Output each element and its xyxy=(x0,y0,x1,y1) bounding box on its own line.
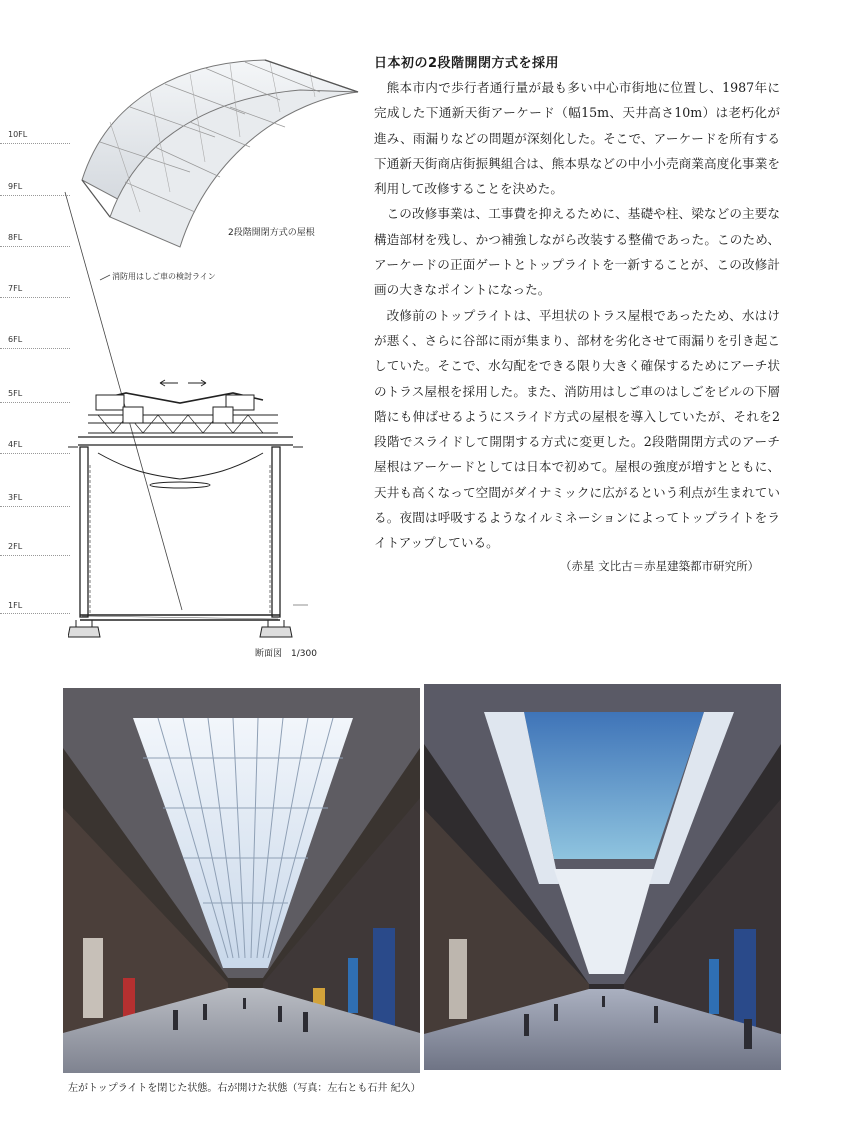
floor-label: 8FL xyxy=(8,233,23,242)
ladder-caption: 消防用はしご車の検討ライン xyxy=(112,272,216,281)
section-caption: 断面図 1/300 xyxy=(255,649,317,659)
photo-toplight-open xyxy=(424,684,781,1070)
floor-label: 4FL xyxy=(8,440,23,449)
paragraph: 熊本市内で歩行者通行量が最も多い中心市街地に位置し、1987年に完成した下通新天街アーケード（幅15m、天井高さ10m）は老朽化が進み、雨漏りなどの問題が深刻化した。そこで、アーケードを所有する下通新天街商店街振興組合は、熊本県などの中小小売商業高度化事業を利用して改修することを決めた。 xyxy=(374,80,780,197)
floor-label: 3FL xyxy=(8,493,23,502)
floor-label: 6FL xyxy=(8,335,23,344)
photo-caption: 左がトップライトを閉じた状態。右が開けた状態（写真：左右とも石井 紀久） xyxy=(68,1083,421,1094)
floor-line xyxy=(0,143,70,144)
floor-label: 1FL xyxy=(8,601,23,610)
roof-caption: 2段階開閉方式の屋根 xyxy=(228,228,315,238)
floor-label: 7FL xyxy=(8,284,23,293)
floor-label: 2FL xyxy=(8,542,23,551)
article-heading: 日本初の2段階開閉方式を採用 xyxy=(374,56,560,71)
article-body xyxy=(374,75,780,556)
floor-label: 5FL xyxy=(8,389,23,398)
photo-toplight-closed xyxy=(63,688,420,1073)
paragraph: 改修前のトップライトは、平坦状のトラス屋根であったため、水はけが悪く、さらに谷部に雨が集まり、部材を劣化させて雨漏りを引き起こしていた。そこで、水勾配をできる限り大きく確保するためにアーチ状のトラス屋根を採用した。また、消防用はしご車のはしごをビルの下層階にも伸ばせるようにスライド方式の屋根を導入していたが、それを2段階でスライドして開閉する方式に変更した。2段階開閉方式のアーチ屋根はアーケードとしては日本で初めて。屋根の強度が増すとともに、天井も高くなって空間がダイナミックに広がるという利点が生まれている。夜間は呼吸するようなイルミネーションによってトップライトをライトアップしている。 xyxy=(374,307,780,551)
section-drawing xyxy=(68,375,308,643)
floor-label: 9FL xyxy=(8,182,23,191)
paragraph: この改修事業は、工事費を抑えるために、基礎や柱、梁などの主要な構造部材を残し、かつ補強しながら改装する整備であった。このため、アーケードの正面ゲートとトップライトを一新することが、この改修計画の大きなポイントになった。 xyxy=(374,206,780,298)
author-credit: （赤星 文比古＝赤星建築都市研究所） xyxy=(560,559,760,573)
floor-label: 10FL xyxy=(8,130,28,139)
